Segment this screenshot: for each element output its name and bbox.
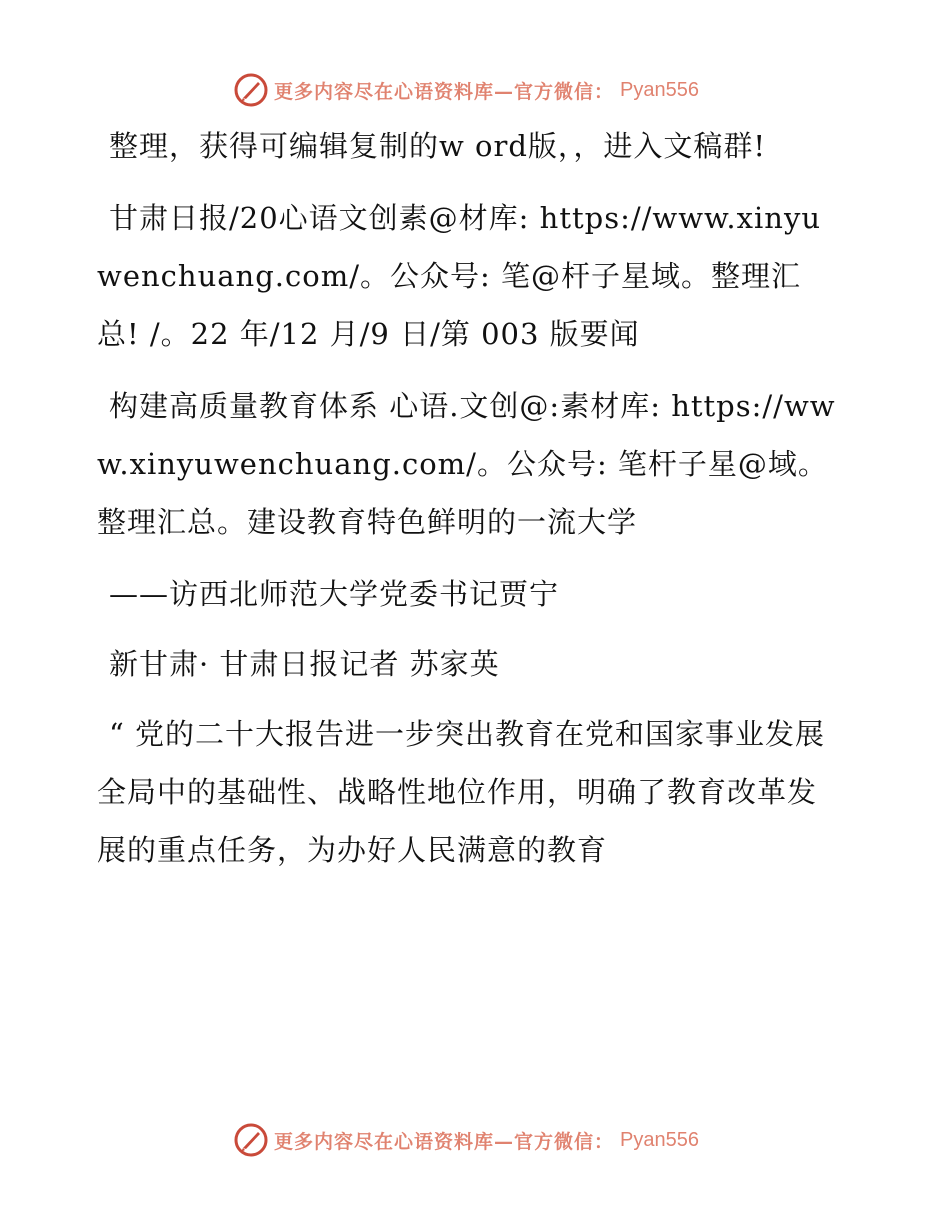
header-banner-text: 更多内容尽在心语资料库—官方微信： <box>274 80 615 103</box>
document-body <box>97 117 837 893</box>
paragraph-6: “ 党的二十大报告进一步突出教育在党和国家事业发展全局中的基础性、战略性地位作用，明确了教育改革发展的重点任务，为办好人民满意的教育 <box>97 717 826 867</box>
footer-banner-text: 更多内容尽在心语资料库—官方微信： <box>274 1130 615 1153</box>
byline: 新甘肃· 甘肃日报记者 苏家英 <box>109 647 500 681</box>
header-banner <box>234 72 714 108</box>
footer-banner <box>234 1122 714 1158</box>
paragraph-3: 构建高质量教育体系 心语.文创@:素材库: https://www.xinyuwenchuang.com/。公众号: 笔杆子星@域。整理汇总。建设教育特色鲜明的一流大学 <box>97 389 836 539</box>
article-subtitle: ——访西北师范大学党委书记贾宁 <box>109 577 560 611</box>
paragraph-2: 甘肃日报/20心语文创素@材库: https://www.xinyuwenchuang.com/。公众号: 笔@杆子星域。整理汇总! /。22 年/12 月/9 日/第 003 版要闻 <box>97 201 822 351</box>
quill-logo-icon <box>234 1123 268 1157</box>
header-wechat-id: Pyan556 <box>620 78 699 101</box>
footer-wechat-id: Pyan556 <box>620 1128 699 1151</box>
quill-logo-icon <box>234 73 268 107</box>
paragraph-1: 整理，获得可编辑复制的w ord版，，进入文稿群! <box>109 129 767 163</box>
